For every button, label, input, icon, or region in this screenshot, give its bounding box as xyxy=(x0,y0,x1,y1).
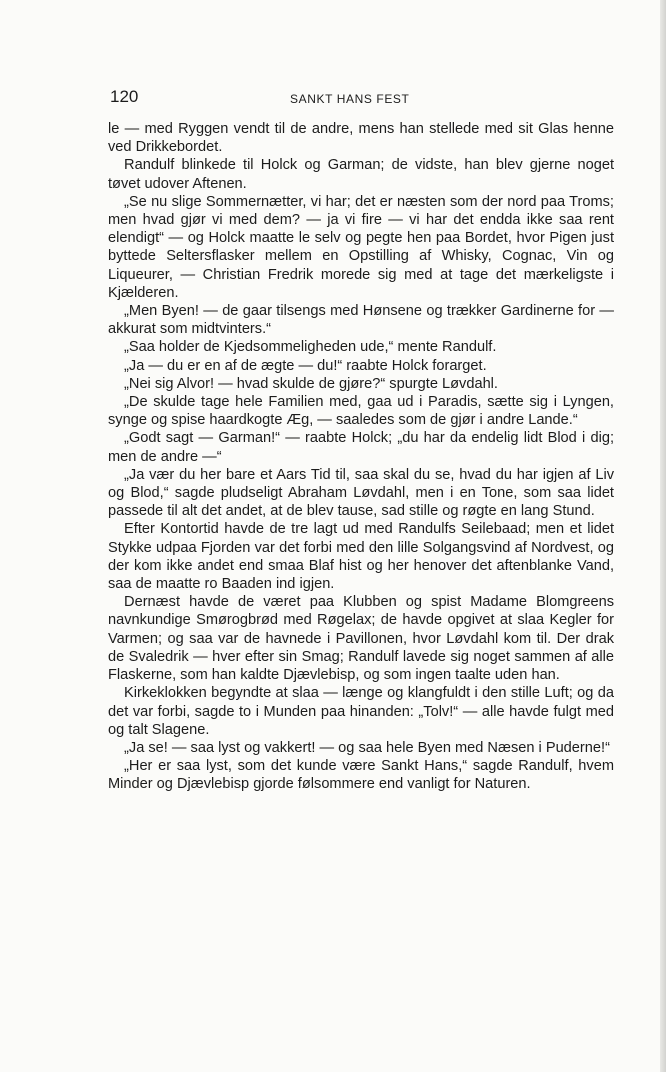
paragraph: „Se nu slige Sommernætter, vi har; det er næsten som der nord paa Troms; men hvad gjør vi med dem? — ja vi fire — vi har det endda ikke saa rent elendigt“ — og Holck maatte le selv og pegte hen paa Bordet, hvor Pigen just byttede Seltersflasker mellem en Opstilling af Whisky, Cognac, Vin og Liqueurer, — Christian Fredrik morede sig med at tage det mærkeligste i Kjælderen. xyxy=(108,193,614,301)
paragraph: Dernæst havde de været paa Klubben og spist Madame Blomgreens navnkundige Smørogbrød med Røgelax; de havde opgivet at slaa Kegler for Varmen; og saa var de havnede i Pavillonen, hvor Løvdahl kom til. Der drak de Svaledrik — hver efter sin Smag; Randulf lavede sig noget sammen af alle Flaskerne, som han kaldte Djævlebisp, og som ingen taalte uden han. xyxy=(108,594,614,684)
paragraph: „Saa holder de Kjedsommeligheden ude,“ mente Randulf. xyxy=(124,339,497,356)
paragraph: „Ja vær du her bare et Aars Tid til, saa skal du se, hvad du har igjen af Liv og Blod,“ sagde pludseligt Abraham Løvdahl, men i en Tone, som saa lidet passede til alt det andet, at de blev tause, sad stille og røgte en lang Stund. xyxy=(108,466,614,520)
paragraph: „Men Byen! — de gaar tilsengs med Hønsene og trækker Gardinerne for — akkurat som midtvinters.“ xyxy=(108,303,614,338)
paragraph: Efter Kontortid havde de tre lagt ud med Randulfs Seilebaad; men et lidet Stykke udpaa Fjorden var det forbi med den lille Solgangsvind af Nordvest, og der kom ikke andet end smaa Blaf hist og her henover det aftenblanke Vand, saa de maatte ro Baaden ind igjen. xyxy=(108,521,614,593)
paragraph: „Godt sagt — Garman!“ — raabte Holck; „du har da endelig lidt Blod i dig; men de andre —“ xyxy=(108,430,614,465)
paragraph: „Ja — du er en af de ægte — du!“ raabte Holck forarget. xyxy=(124,357,487,374)
paragraph: „Nei sig Alvor! — hvad skulde de gjøre?“ spurgte Løvdahl. xyxy=(124,375,498,392)
paragraph: Kirkeklokken begyndte at slaa — længe og klangfuldt i den stille Luft; og da det var forbi, sagde to i Munden paa hinanden: „Tolv!“ — alle havde fulgt med og talt Slagene. xyxy=(108,685,614,738)
paragraph: Randulf blinkede til Holck og Garman; de vidste, han blev gjerne noget tøvet udover Aftenen. xyxy=(108,157,614,192)
paragraph: „Her er saa lyst, som det kunde være Sankt Hans,“ sagde Randulf, hvem Minder og Djævlebisp gjorde følsommere end vanligt for Naturen. xyxy=(108,758,614,793)
running-title: SANKT HANS FEST xyxy=(290,92,410,106)
page-number: 120 xyxy=(110,87,139,106)
body-text xyxy=(108,120,614,794)
page-header xyxy=(110,88,610,110)
page-edge xyxy=(660,0,666,1072)
paragraph: „De skulde tage hele Familien med, gaa ud i Paradis, sætte sig i Lyngen, synge og spise haardkogte Æg, — saaledes som de gjør i andre Lande.“ xyxy=(108,394,614,429)
paragraph-continuation: le — med Ryggen vendt til de andre, mens han stellede med sit Glas henne ved Drikkebordet. xyxy=(108,121,614,156)
paragraph: „Ja se! — saa lyst og vakkert! — og saa hele Byen med Næsen i Puderne!“ xyxy=(124,739,610,756)
